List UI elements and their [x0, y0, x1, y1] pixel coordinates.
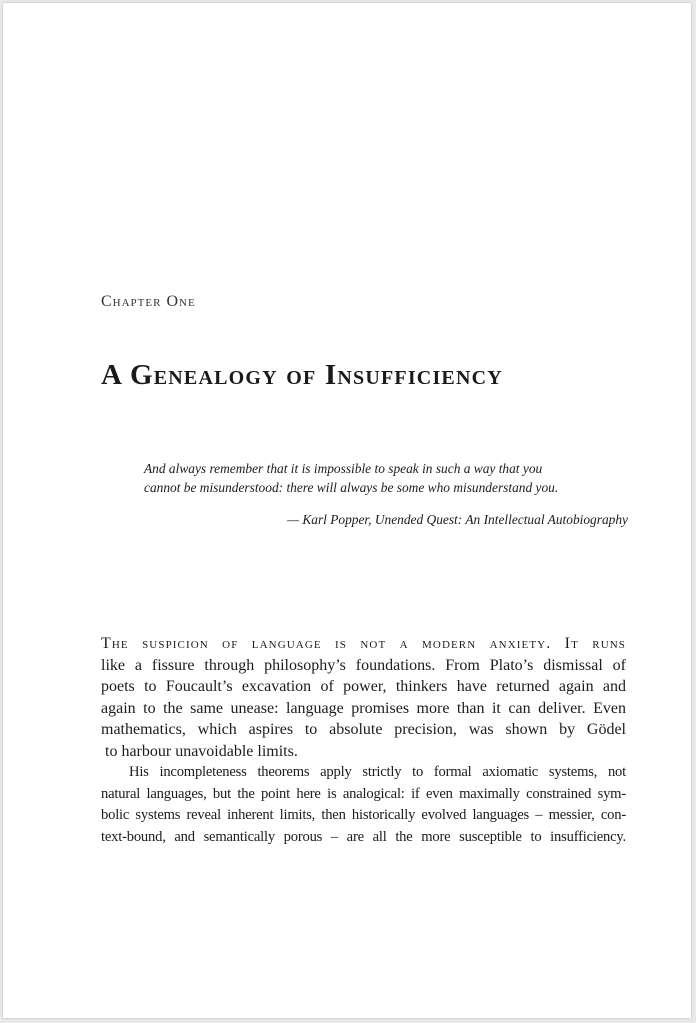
epigraph-quote — [144, 459, 628, 497]
epigraph — [144, 459, 628, 529]
text-line: mathematics, which aspires to absolute precision, was shown by Gödel — [101, 721, 626, 738]
book-page — [3, 3, 691, 1018]
text-line: The suspicion of language is not a modern anxiety. It runs — [101, 635, 626, 652]
epigraph-line: cannot be misunderstood: there will always be some who misunderstand you. — [144, 480, 559, 495]
body-text — [101, 633, 626, 848]
text-line: again to the same unease: language promises more than it can deliver. Even — [101, 699, 626, 717]
paragraph — [101, 633, 626, 762]
text-line: natural languages, but the point here is analogical: if even maximally constrained sym- — [101, 785, 626, 802]
epigraph-attribution: — Karl Popper, Unended Quest: An Intellectual Autobiography — [287, 512, 628, 527]
text-line: poets to Foucault’s excavation of power, thinkers have returned again and — [101, 678, 626, 695]
text-line: His incompleteness theorems apply strictly to formal axiomatic systems, not — [129, 764, 626, 780]
chapter-title: A Genealogy of Insufficiency — [101, 359, 503, 391]
text-line: bolic systems reveal inherent limits, then historically evolved languages – messier, con- — [101, 807, 626, 823]
paragraph — [101, 762, 626, 848]
chapter-label: Chapter One — [101, 293, 196, 310]
epigraph-line: And always remember that it is impossible to speak in such a way that you — [144, 461, 543, 476]
text-line: like a fissure through philosophy’s foundations. From Plato’s dismissal of — [101, 656, 626, 674]
text-line: to harbour unavoidable limits. — [105, 742, 298, 760]
text-line: text-bound, and semantically porous – are all the more susceptible to insufficiency. — [101, 828, 626, 845]
